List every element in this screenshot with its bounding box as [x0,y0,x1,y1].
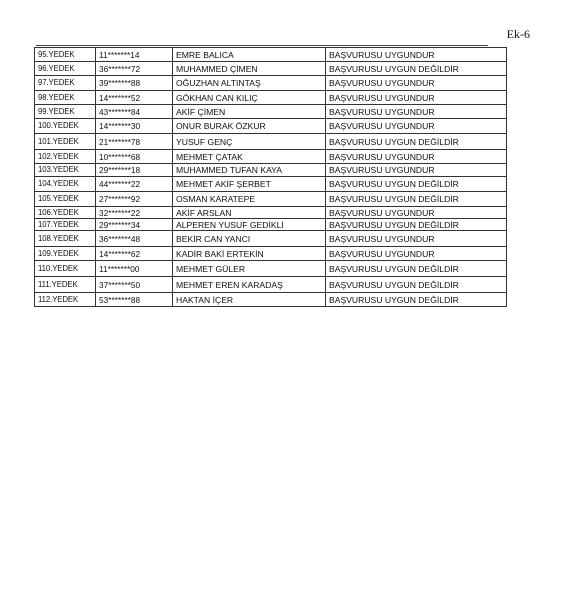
table-row [35,277,507,293]
row-number-cell: 101.YEDEK [35,134,96,150]
table-row [35,219,507,231]
row-number-cell: 109.YEDEK [35,247,96,261]
page-label: Ek-6 [506,27,530,41]
id-number-cell: 39*******88 [96,76,173,91]
row-number-cell: 108.YEDEK [35,231,96,247]
row-number-cell: 104.YEDEK [35,177,96,192]
id-number-cell: 36*******48 [96,231,173,247]
table-row [35,293,507,307]
candidate-name-cell: HAKTAN İÇER [173,293,326,307]
table-row [35,76,507,91]
application-status-cell: BAŞVURUSU UYGUNDUR [326,207,507,219]
candidate-name-cell: GÖKHAN CAN KILIÇ [173,91,326,105]
application-status-cell: BAŞVURUSU UYGUNDUR [326,231,507,247]
candidate-name-cell: MEHMET EREN KARADAŞ [173,277,326,293]
row-number-cell: 98.YEDEK [35,91,96,105]
id-number-cell: 10*******68 [96,150,173,164]
row-number-cell: 105.YEDEK [35,192,96,207]
application-status-cell: BAŞVURUSU UYGUN DEĞİLDİR [326,261,507,277]
id-number-cell: 27*******92 [96,192,173,207]
candidate-name-cell: OĞUZHAN ALTINTAŞ [173,76,326,91]
candidate-name-cell: EMRE BALICA [173,48,326,62]
table-row [35,105,507,119]
table-row [35,150,507,164]
candidate-table [34,47,507,307]
row-number-cell: 112.YEDEK [35,293,96,307]
application-status-cell: BAŞVURUSU UYGUN DEĞİLDİR [326,293,507,307]
candidate-name-cell: OSMAN KARATEPE [173,192,326,207]
id-number-cell: 36*******72 [96,62,173,76]
row-number-cell: 96.YEDEK [35,62,96,76]
top-rule [36,45,488,46]
application-status-cell: BAŞVURUSU UYGUNDUR [326,150,507,164]
application-status-cell: BAŞVURUSU UYGUN DEĞİLDİR [326,134,507,150]
candidate-name-cell: KADİR BAKİ ERTEKİN [173,247,326,261]
candidate-name-cell: MEHMET ÇATAK [173,150,326,164]
row-number-cell: 103.YEDEK [35,164,96,177]
candidate-name-cell: ALPEREN YUSUF GEDİKLİ [173,219,326,231]
id-number-cell: 14*******52 [96,91,173,105]
application-status-cell: BAŞVURUSU UYGUN DEĞİLDİR [326,192,507,207]
application-status-cell: BAŞVURUSU UYGUNDUR [326,48,507,62]
candidate-name-cell: MEHMET GÜLER [173,261,326,277]
id-number-cell: 11*******00 [96,261,173,277]
row-number-cell: 99.YEDEK [35,105,96,119]
id-number-cell: 32*******22 [96,207,173,219]
row-number-cell: 106.YEDEK [35,207,96,219]
table-row [35,261,507,277]
id-number-cell: 53*******88 [96,293,173,307]
row-number-cell: 107.YEDEK [35,219,96,231]
row-number-cell: 102.YEDEK [35,150,96,164]
row-number-cell: 97.YEDEK [35,76,96,91]
application-status-cell: BAŞVURUSU UYGUN DEĞİLDİR [326,219,507,231]
id-number-cell: 44*******22 [96,177,173,192]
application-status-cell: BAŞVURUSU UYGUN DEĞİLDİR [326,177,507,192]
candidate-name-cell: AKİF ÇİMEN [173,105,326,119]
candidate-name-cell: MUHAMMED TUFAN KAYA [173,164,326,177]
application-status-cell: BAŞVURUSU UYGUNDUR [326,91,507,105]
id-number-cell: 11*******14 [96,48,173,62]
application-status-cell: BAŞVURUSU UYGUN DEĞİLDİR [326,277,507,293]
candidate-name-cell: MUHAMMED ÇİMEN [173,62,326,76]
candidate-name-cell: MEHMET AKİF ŞERBET [173,177,326,192]
id-number-cell: 37*******50 [96,277,173,293]
application-status-cell: BAŞVURUSU UYGUNDUR [326,105,507,119]
table-row [35,119,507,134]
table-row [35,48,507,62]
application-status-cell: BAŞVURUSU UYGUN DEĞİLDİR [326,62,507,76]
id-number-cell: 29*******34 [96,219,173,231]
id-number-cell: 14*******62 [96,247,173,261]
id-number-cell: 14*******30 [96,119,173,134]
table-row [35,134,507,150]
candidate-table-body [35,48,507,307]
application-status-cell: BAŞVURUSU UYGUNDUR [326,164,507,177]
candidate-name-cell: YUSUF GENÇ [173,134,326,150]
application-status-cell: BAŞVURUSU UYGUNDUR [326,247,507,261]
table-row [35,91,507,105]
row-number-cell: 110.YEDEK [35,261,96,277]
table-row [35,177,507,192]
id-number-cell: 43*******84 [96,105,173,119]
candidate-name-cell: AKİF ARSLAN [173,207,326,219]
id-number-cell: 21*******78 [96,134,173,150]
candidate-name-cell: BEKİR CAN YANCI [173,231,326,247]
application-status-cell: BAŞVURUSU UYGUNDUR [326,119,507,134]
table-row [35,231,507,247]
table-row [35,192,507,207]
table-row [35,207,507,219]
application-status-cell: BAŞVURUSU UYGUNDUR [326,76,507,91]
row-number-cell: 111.YEDEK [35,277,96,293]
id-number-cell: 29*******18 [96,164,173,177]
table-row [35,62,507,76]
row-number-cell: 100.YEDEK [35,119,96,134]
candidate-name-cell: ONUR BURAK ÖZKUR [173,119,326,134]
row-number-cell: 95.YEDEK [35,48,96,62]
table-row [35,164,507,177]
table-row [35,247,507,261]
